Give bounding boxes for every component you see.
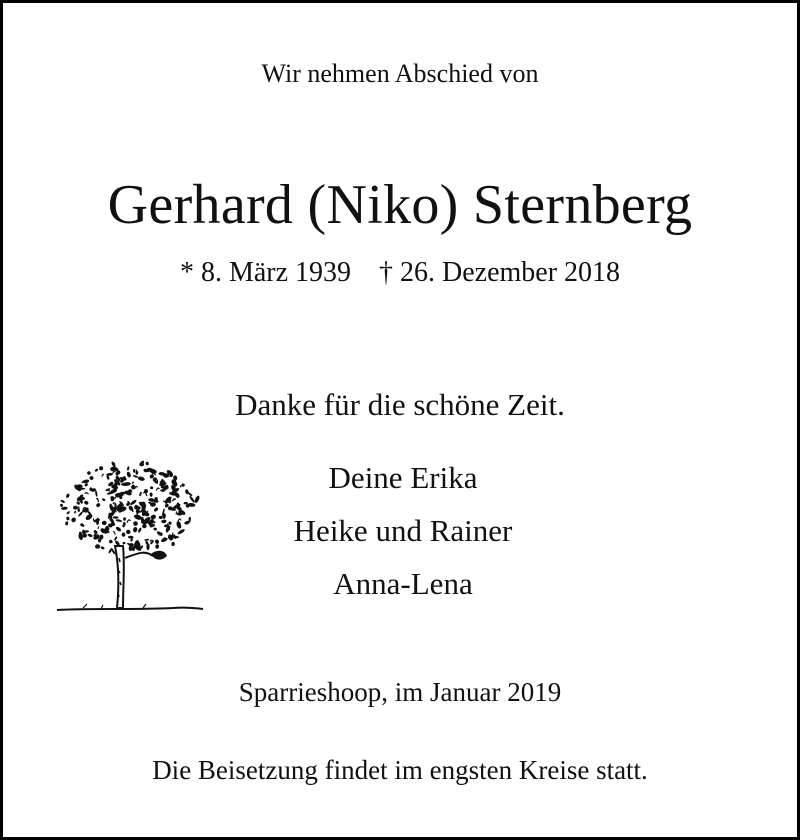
leaf-stroke — [77, 499, 78, 501]
death-date: † 26. Dezember 2018 — [379, 257, 621, 288]
leaf-mark — [114, 536, 118, 541]
leaf-mark — [145, 461, 149, 465]
leaf-mark — [144, 539, 149, 541]
leaf-mark — [189, 495, 196, 503]
life-dates — [3, 257, 797, 289]
leaf-mark — [106, 475, 110, 480]
leaf-mark — [95, 544, 100, 548]
signer-name: Heike und Rainer — [293, 513, 513, 548]
leaf-mark — [73, 506, 78, 510]
leaf-mark — [150, 492, 153, 496]
leaf-mark — [153, 527, 157, 531]
leaf-mark — [194, 495, 201, 504]
leaf-stroke — [98, 527, 99, 529]
leaf-stroke — [156, 488, 159, 491]
signers-list — [203, 451, 603, 610]
place-date: Sparrieshoop, im Januar 2019 — [238, 677, 562, 707]
leaf-mark — [126, 471, 132, 478]
leaf-mark — [137, 476, 145, 482]
leaf-mark — [138, 527, 143, 533]
leaf-mark — [66, 511, 70, 515]
leaf-mark — [127, 466, 130, 471]
leaf-mark — [142, 524, 147, 529]
leaf-mark — [102, 520, 107, 525]
leaf-mark — [89, 476, 93, 480]
leaf-mark — [122, 542, 125, 545]
leaf-mark — [126, 529, 131, 534]
leaf-mark — [161, 519, 167, 523]
leaf-mark — [154, 539, 160, 545]
leaf-mark — [113, 516, 119, 518]
leaf-mark — [115, 526, 122, 532]
leaf-mark — [100, 546, 105, 550]
leaf-mark — [115, 519, 122, 523]
leaf-mark — [135, 509, 141, 515]
leaf-mark — [61, 506, 68, 510]
leaf-stroke — [97, 498, 99, 502]
leaf-mark — [99, 466, 103, 470]
birth-date: * 8. März 1939 — [179, 257, 352, 288]
leaf-stroke — [127, 520, 131, 523]
leaf-mark — [132, 475, 138, 479]
tree-crown — [60, 460, 201, 556]
leaf-mark — [130, 538, 133, 542]
signer-name: Anna-Lena — [333, 566, 473, 601]
leaf-mark — [87, 533, 93, 537]
burial-note: Die Beisetzung findet im engsten Kreise statt. — [152, 755, 648, 785]
leaf-mark — [133, 469, 136, 473]
leaf-mark — [176, 521, 183, 530]
leaf-mark — [77, 508, 80, 512]
thanks-text: Danke für die schöne Zeit. — [235, 387, 565, 422]
leaf-mark — [132, 521, 138, 527]
leaf-mark — [122, 532, 126, 536]
leaf-stroke — [135, 486, 138, 489]
leaf-mark — [130, 499, 138, 506]
leaf-mark — [86, 471, 91, 476]
leaf-mark — [84, 500, 90, 505]
leaf-mark — [123, 517, 126, 520]
leaf-mark — [132, 526, 138, 532]
leaf-stroke — [178, 519, 181, 521]
leaf-stroke — [113, 503, 114, 505]
leaf-stroke — [102, 474, 104, 476]
leaf-stroke — [93, 518, 94, 521]
tree-icon — [53, 458, 208, 623]
leaf-stroke — [139, 502, 140, 504]
leaf-stroke — [75, 511, 76, 513]
intro-text: Wir nehmen Abschied von — [261, 59, 539, 88]
leaf-mark — [153, 507, 159, 513]
leaf-mark — [65, 521, 69, 525]
leaf-stroke — [113, 471, 116, 473]
deceased-name: Gerhard (Niko) Sternberg — [107, 174, 693, 236]
leaf-mark — [66, 493, 71, 498]
leaf-mark — [70, 517, 76, 523]
leaf-mark — [93, 529, 98, 534]
leaf-mark — [150, 486, 154, 490]
leaf-mark — [108, 539, 113, 544]
leaf-mark — [181, 483, 185, 487]
leaf-mark — [66, 516, 70, 520]
leaf-mark — [171, 542, 175, 547]
leaf-mark — [154, 500, 159, 502]
leaf-mark — [155, 544, 159, 549]
signer-name: Deine Erika — [328, 460, 478, 495]
leaf-stroke — [132, 482, 133, 484]
leaf-stroke — [115, 496, 118, 498]
leaf-mark — [159, 516, 163, 519]
leaf-mark — [177, 528, 186, 535]
leaf-mark — [139, 491, 142, 496]
leaf-stroke — [113, 532, 115, 535]
leaf-mark — [60, 499, 65, 503]
leaf-mark — [94, 468, 98, 472]
leaf-mark — [80, 523, 85, 528]
leaf-stroke — [108, 516, 109, 519]
leaf-mark — [102, 498, 106, 502]
leaf-mark — [60, 504, 64, 508]
leaf-stroke — [85, 493, 89, 495]
leaf-mark — [95, 490, 98, 497]
leaf-mark — [128, 536, 134, 539]
leaf-mark — [95, 502, 100, 508]
